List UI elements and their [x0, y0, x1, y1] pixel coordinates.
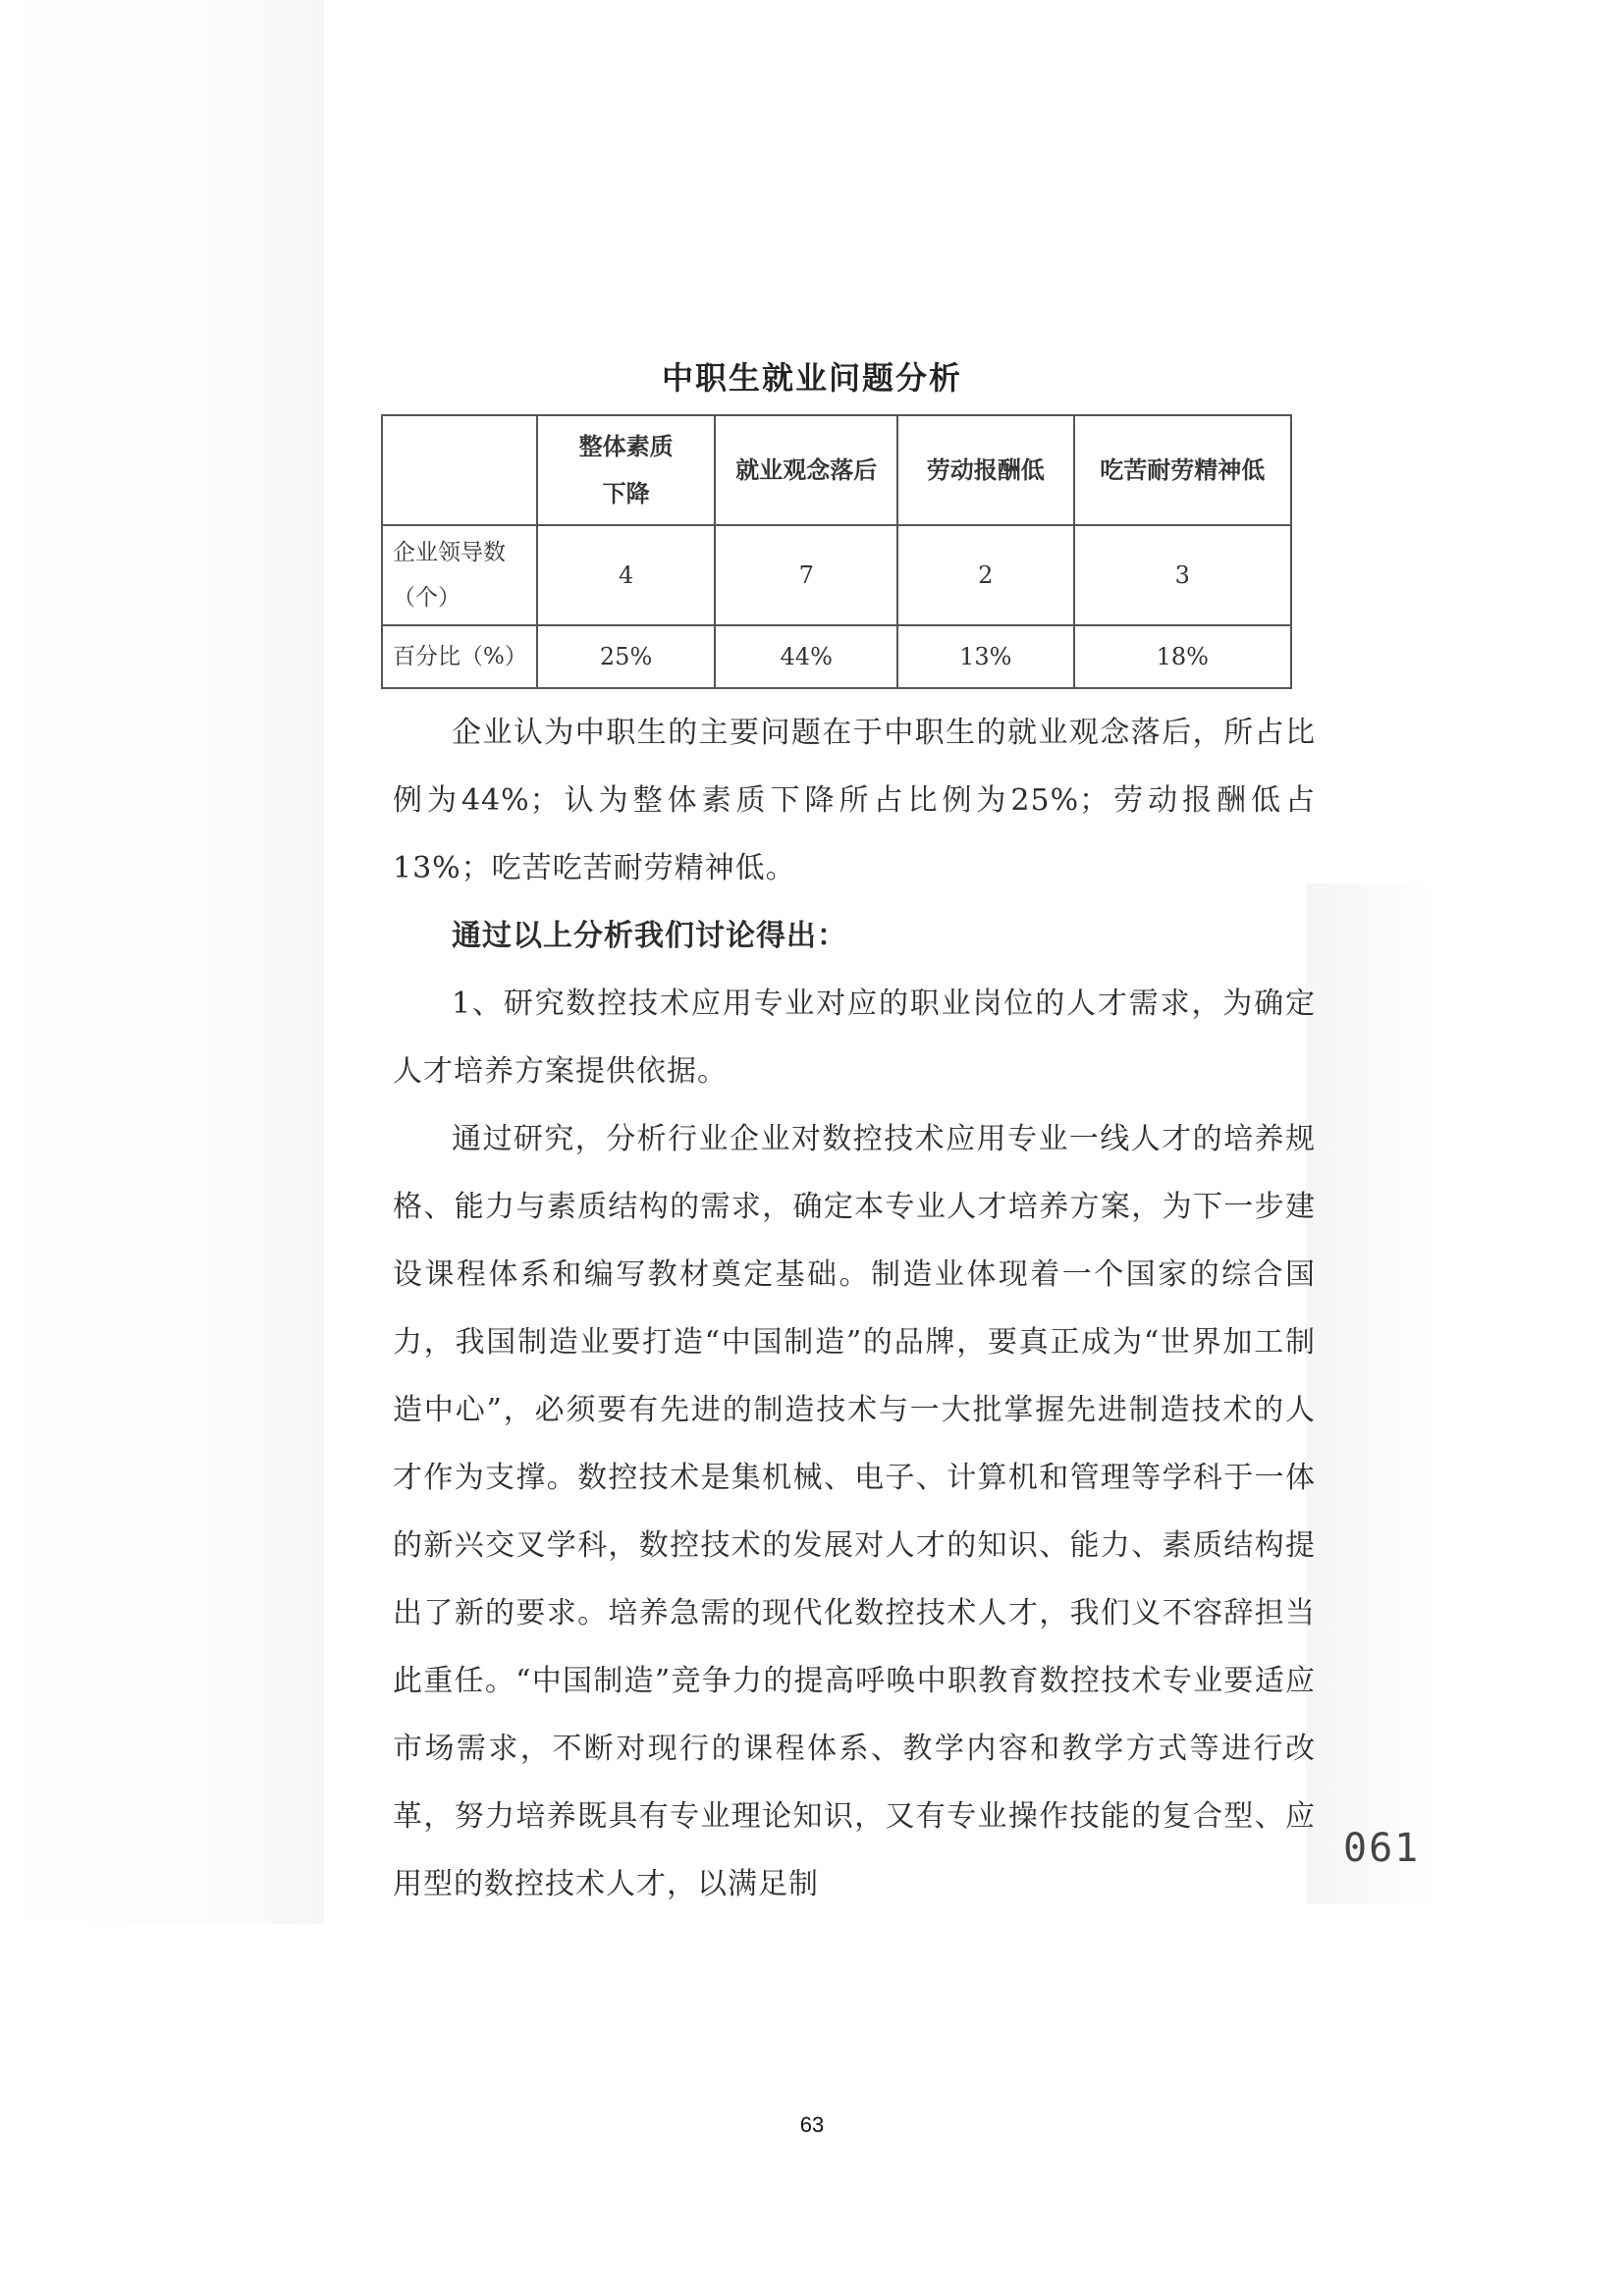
row-label: 百分比（%） [382, 625, 537, 688]
scan-shading-left [0, 0, 324, 1924]
header-cell: 整体素质下降 [537, 415, 716, 525]
table-title: 中职生就业问题分析 [661, 359, 962, 397]
table-cell: 13% [897, 625, 1074, 688]
header-cell: 吃苦耐劳精神低 [1074, 415, 1291, 525]
table-header-row [382, 415, 1291, 525]
paragraph-body: 通过研究，分析行业企业对数控技术应用专业一线人才的培养规格、能力与素质结构的需求，确定本专业人才培养方案，为下一步建设课程体系和编写教材奠定基础。制造业体现着一个国家的综合国力，我国制造业要打造“中国制造”的品牌，要真正成为“世界加工制造中心”，必须要有先进的制造技术与一大批掌握先进制造技术的人才作为支撑。数控技术是集机械、电子、计算机和管理等学科于一体的新兴交叉学科，数控技术的发展对人才的知识、能力、素质结构提出了新的要求。培养急需的现代化数控技术人才，我们义不容辞担当此重任。“中国制造”竞争力的提高呼唤中职教育数控技术专业要适应市场需求，不断对现行的课程体系、教学内容和教学方式等进行改革，努力培养既具有专业理论知识，又有专业操作技能的复合型、应用型的数控技术人才，以满足制 [393, 1122, 1316, 1901]
scanned-page-number: 061 [1343, 1826, 1421, 1871]
table-cell: 25% [537, 625, 716, 688]
page-number: 63 [799, 2112, 825, 2137]
table-row [382, 525, 1291, 625]
paragraph-summary: 企业认为中职生的主要问题在于中职生的就业观念落后，所占比例为44%；认为整体素质下降所占比例为25%；劳动报酬低占13%；吃苦吃苦耐劳精神低。 [393, 716, 1316, 885]
paragraph-conclusion-heading: 通过以上分析我们讨论得出： [452, 919, 847, 953]
row-label: 企业领导数（个） [382, 525, 537, 625]
scan-shading-right [1306, 883, 1434, 1904]
header-cell: 就业观念落后 [715, 415, 897, 525]
table-cell: 4 [537, 525, 716, 625]
table-corner-cell [382, 415, 537, 525]
table-cell: 7 [715, 525, 897, 625]
header-cell: 劳动报酬低 [897, 415, 1074, 525]
table-cell: 2 [897, 525, 1074, 625]
table-row [382, 625, 1291, 688]
table-cell: 18% [1074, 625, 1291, 688]
employment-issues-table [381, 414, 1292, 689]
table-cell: 44% [715, 625, 897, 688]
table-cell: 3 [1074, 525, 1291, 625]
paragraph-point-1: 1、研究数控技术应用专业对应的职业岗位的人才需求，为确定人才培养方案提供依据。 [393, 987, 1316, 1089]
